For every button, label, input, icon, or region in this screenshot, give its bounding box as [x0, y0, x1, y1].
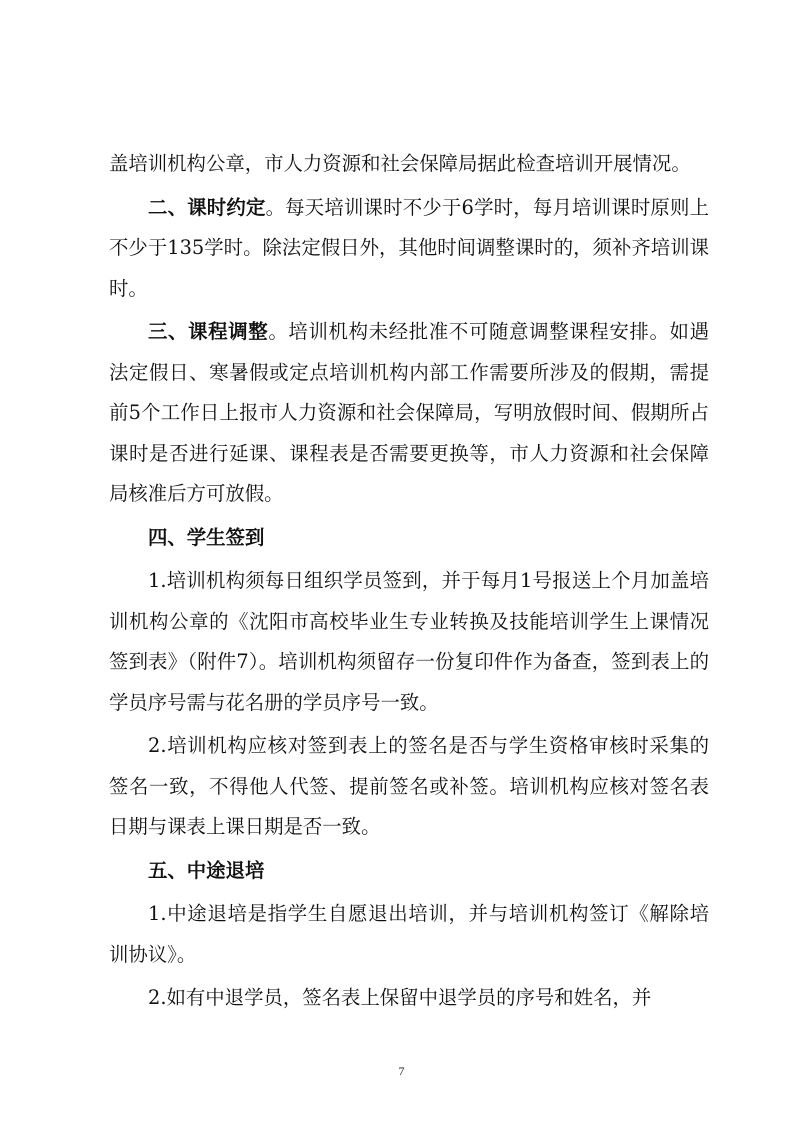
paragraph-sign-in-item-1 — [109, 561, 709, 723]
paragraph-body: 盖培训机构公章，市人力资源和社会保障局据此检查培训开展情况。 — [109, 152, 691, 175]
section-heading-sign-in: 四、学生签到 — [148, 525, 265, 549]
paragraph-sign-in-heading — [109, 518, 709, 559]
document-page — [109, 144, 709, 1022]
section-heading-course-adjustment: 三、课程调整 — [148, 320, 269, 343]
paragraph-withdrawal-heading — [109, 851, 709, 892]
paragraph-body: 2.如有中退学员，签名表上保留中退学员的序号和姓名，并 — [148, 986, 652, 1009]
paragraph-course-adjustment — [109, 312, 709, 515]
paragraph-body: 2.培训机构应核对签到表上的签名是否与学生资格审核时采集的签名一致，不得他人代签、提前签名或补签。培训机构应核对签名表日期与课表上课日期是否一致。 — [109, 734, 709, 838]
paragraph-withdrawal-item-2 — [109, 978, 709, 1019]
paragraph-sign-in-item-2 — [109, 726, 709, 848]
paragraph-class-hours — [109, 188, 709, 310]
paragraph-continuation — [109, 144, 709, 185]
paragraph-body: 。每天培训课时不少于6学时，每月培训课时原则上不少于135学时。除法定假日外，其他时间调整课时的，须补齐培训课时。 — [109, 195, 710, 300]
paragraph-body: 。培训机构未经批准不可随意调整课程安排。如遇法定假日、寒暑假或定点培训机构内部工作需要所涉及的假期，需提前5个工作日上报市人力资源和社会保障局，写明放假时间、假期所占课时是否进行延课、课程表是否需要更换等，市人力资源和社会保障局核准后方可放假。 — [109, 320, 710, 505]
paragraph-withdrawal-item-1 — [109, 894, 709, 975]
page-number: 7 — [398, 1064, 405, 1078]
paragraph-body: 1.中途退培是指学生自愿退出培训，并与培训机构签订《解除培训协议》。 — [109, 902, 709, 966]
section-heading-class-hours: 二、课时约定 — [148, 195, 266, 219]
paragraph-body: 1.培训机构须每日组织学员签到，并于每月1号报送上个月加盖培训机构公章的《沈阳市高校毕业生专业转换及技能培训学生上课情况签到表》（附件7）。培训机构须留存一份复印件作为备查，签到表上的学员序号需与花名册的学员序号一致。 — [109, 569, 709, 714]
section-heading-withdrawal: 五、中途退培 — [148, 858, 265, 882]
